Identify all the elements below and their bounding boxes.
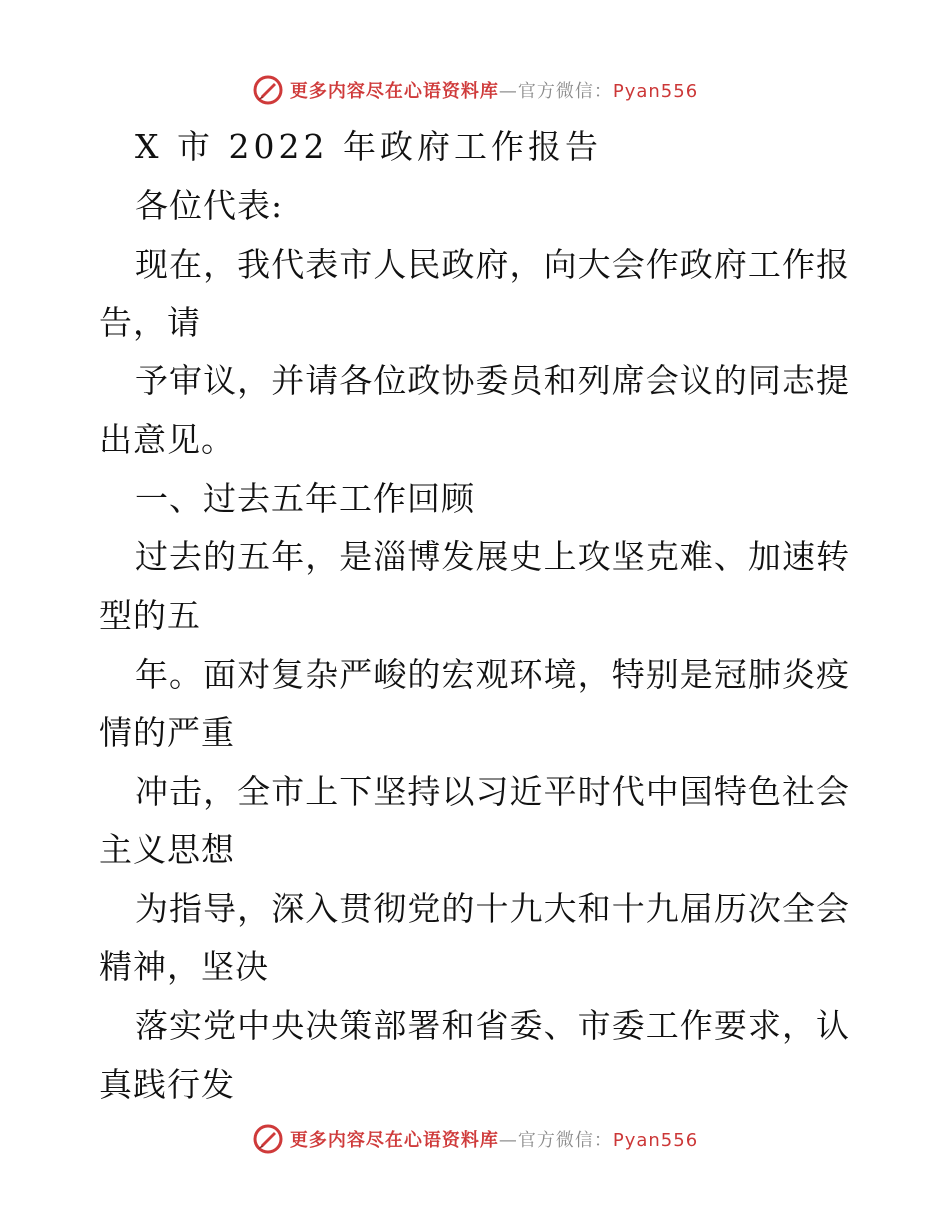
document-title: X 市 2022 年政府工作报告 [135,127,602,166]
paragraph-line: 型的五 [99,596,201,635]
paragraph-line: 落实党中央决策部署和省委、市委工作要求，认 [135,1006,850,1045]
section-heading: 一、过去五年工作回顾 [135,479,475,518]
paragraph-line: 为指导，深入贯彻党的十九大和十九届历次全会 [135,889,850,928]
watermark-brand: 更多内容尽在心语资料库 [289,1130,499,1151]
watermark-dash: — [498,1130,518,1151]
pen-logo-icon [252,74,284,106]
watermark-dash: — [498,81,518,102]
paragraph-line: 年。面对复杂严峻的宏观环境，特别是冠肺炎疫 [135,655,850,694]
paragraph-line: 告，请 [99,303,201,342]
paragraph-line: 情的严重 [99,713,235,752]
header-watermark [0,68,950,112]
paragraph-line: 真践行发 [99,1065,235,1104]
pen-logo-icon [252,1123,284,1155]
watermark-text [290,1126,698,1152]
watermark-label: 官方微信： [517,1130,613,1151]
paragraph-line: 予审议，并请各位政协委员和列席会议的同志提 [135,361,850,400]
watermark-wechat-id: Pyan556 [612,81,699,102]
paragraph-line: 出意见。 [99,420,235,459]
watermark-label: 官方微信： [517,81,613,102]
watermark-wechat-id: Pyan556 [612,1130,699,1151]
footer-watermark [0,1117,950,1161]
paragraph-line: 现在，我代表市人民政府，向大会作政府工作报 [135,245,850,284]
watermark-text [290,77,698,103]
paragraph-line: 各位代表: [135,186,284,225]
paragraph-line: 精神，坚决 [99,947,269,986]
paragraph-line: 主义思想 [99,830,235,869]
paragraph-line: 冲击，全市上下坚持以习近平时代中国特色社会 [135,772,850,811]
paragraph-line: 过去的五年，是淄博发展史上攻坚克难、加速转 [135,537,850,576]
watermark-brand: 更多内容尽在心语资料库 [289,81,499,102]
